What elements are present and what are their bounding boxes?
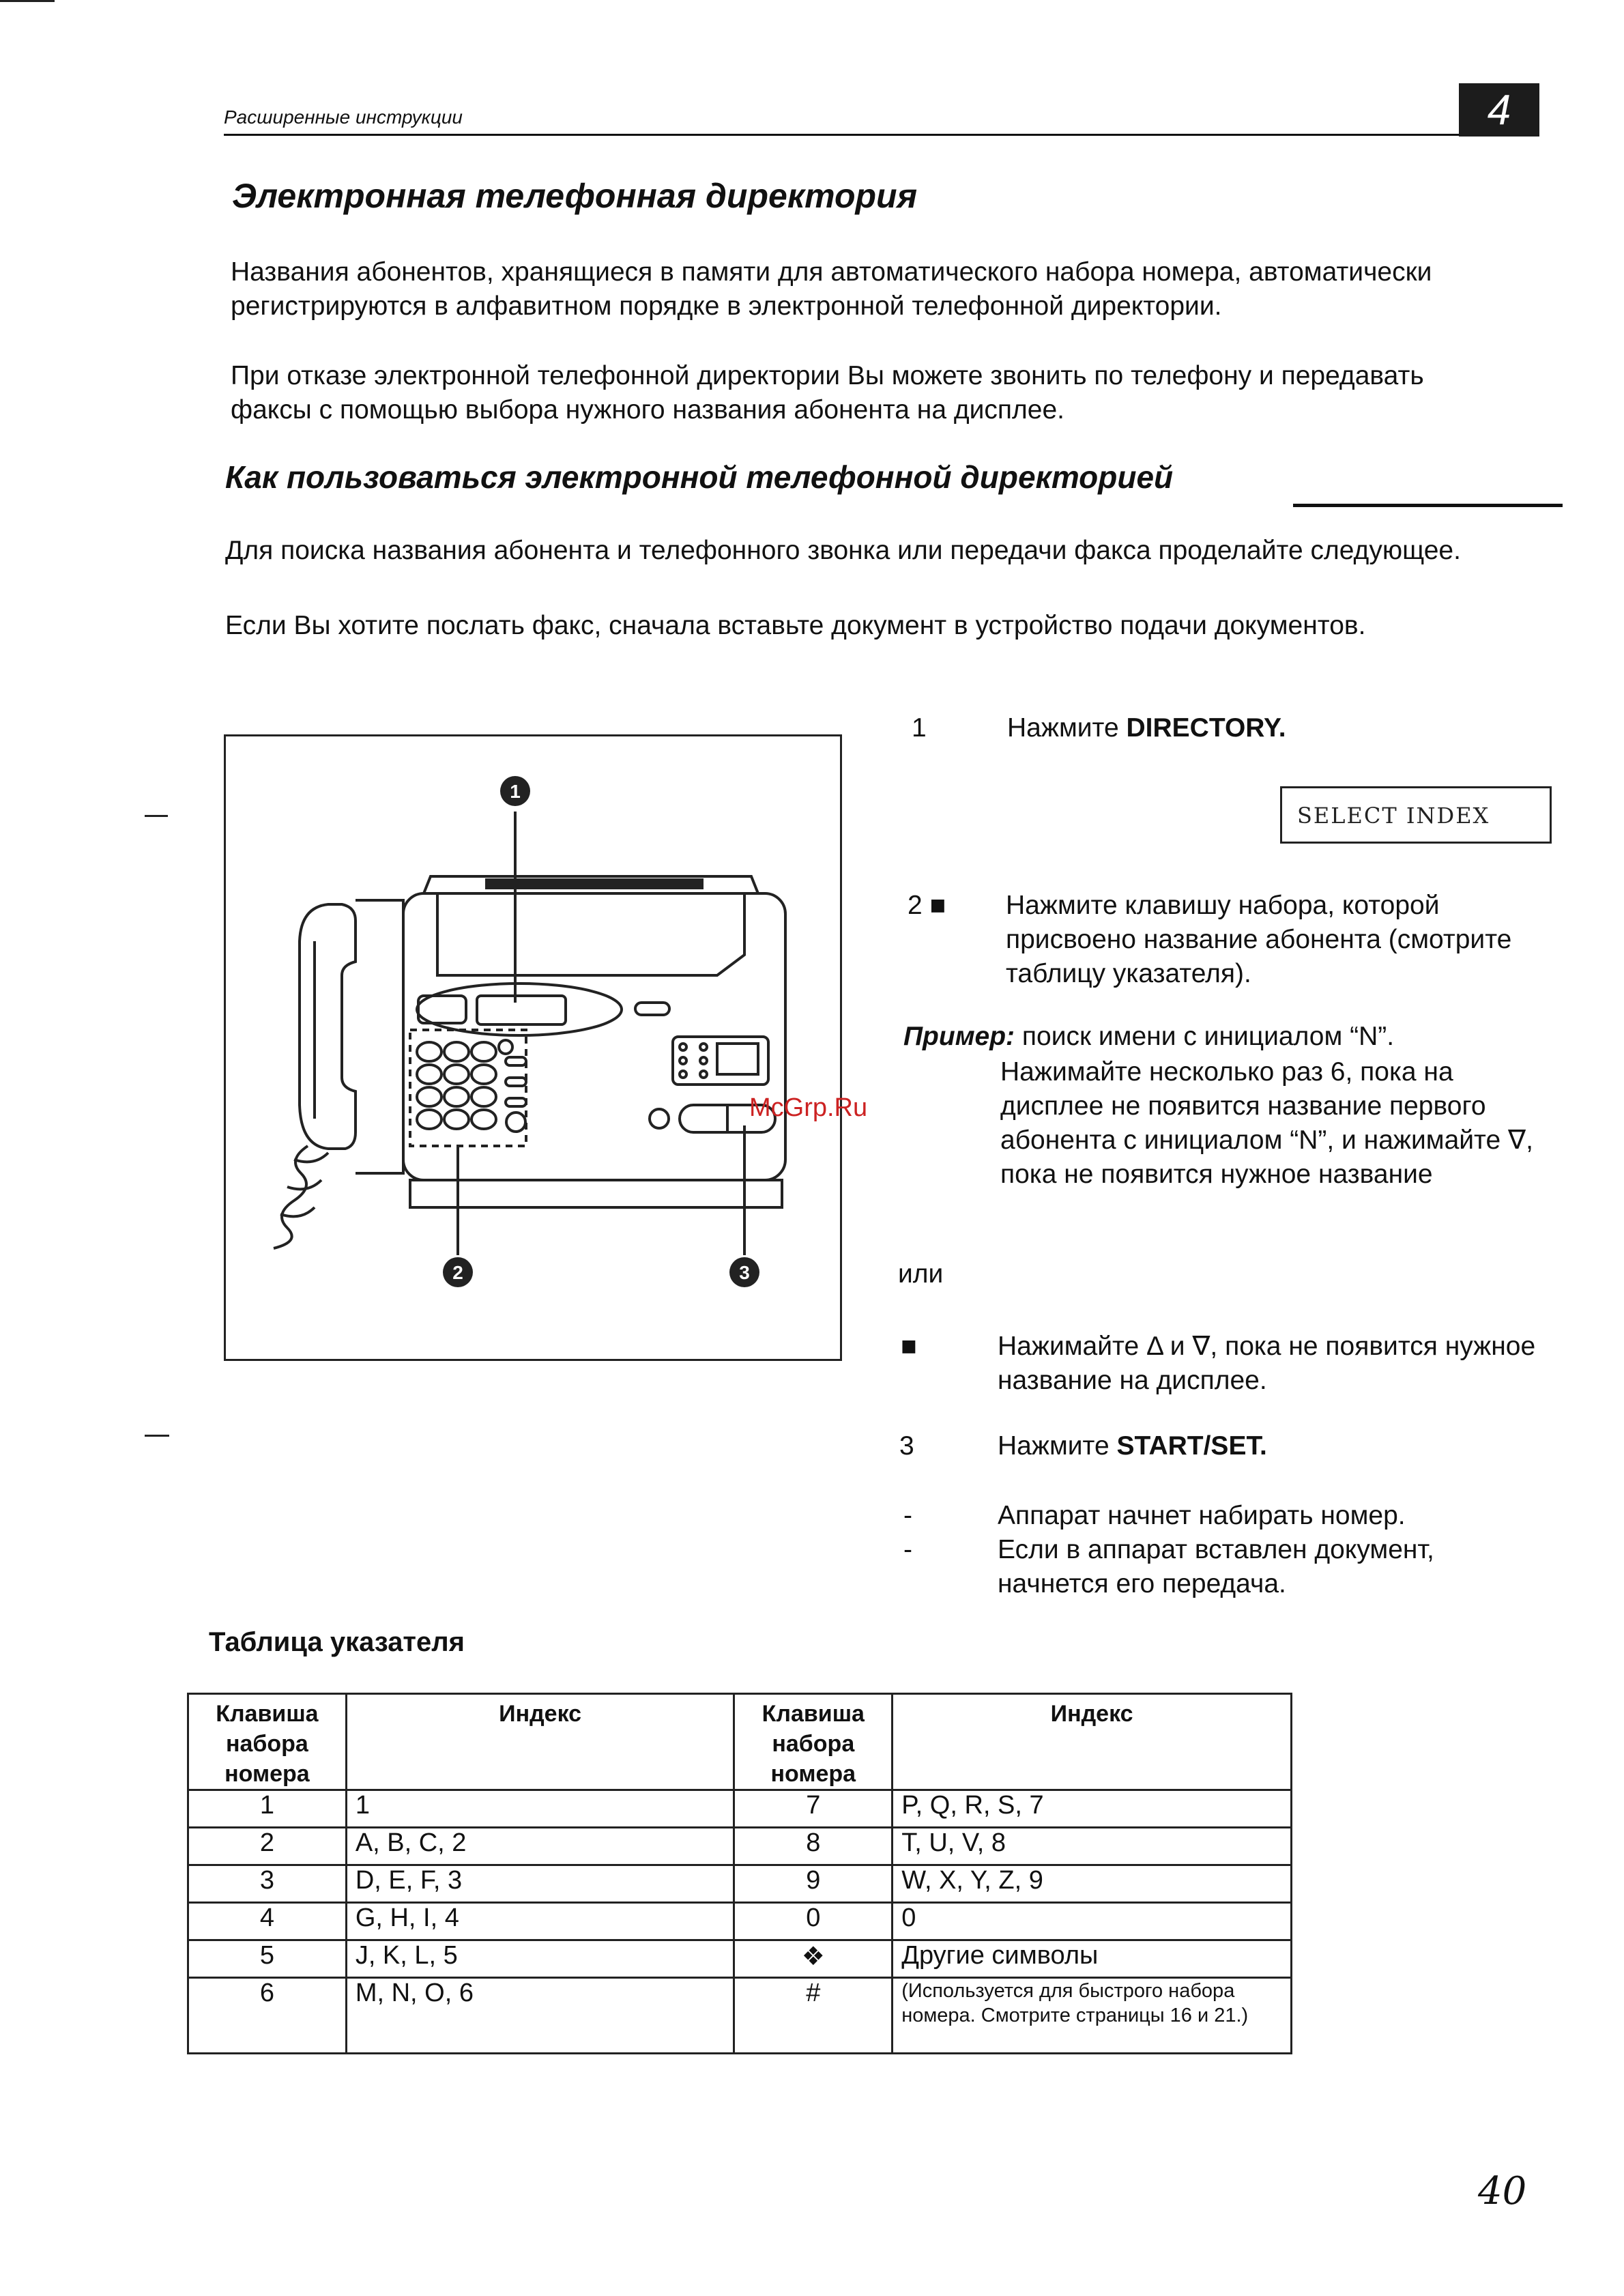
fax-illustration-frame [224, 734, 842, 1361]
callout-2: 2 [452, 1262, 463, 1283]
example [903, 1020, 1545, 1054]
index-cell: G, H, I, 4 [346, 1903, 734, 1940]
chapter-tab: 4 [1459, 83, 1539, 137]
note-2: Если в аппарат вставлен документ, начнется его передача. [998, 1535, 1434, 1598]
key-cell: ❖ [734, 1940, 893, 1978]
scan-mark [145, 1435, 169, 1437]
scan-mark [0, 0, 55, 2]
fax-machine-illustration [226, 736, 840, 1359]
key-cell: 6 [188, 1978, 347, 2054]
callout-3: 3 [739, 1262, 750, 1283]
key-cell: 9 [734, 1865, 893, 1903]
table-row [188, 1865, 1292, 1903]
section-subtitle: Как пользоваться электронной телефонной директорией [225, 459, 1174, 495]
header-rule [224, 134, 1466, 136]
note-1-dash: - [903, 1501, 912, 1530]
index-table [187, 1693, 1292, 2054]
table-title: Таблица указателя [209, 1627, 465, 1657]
header-key-2: Клавиша набора номера [734, 1694, 893, 1790]
watermark: McGrp.Ru [749, 1093, 868, 1122]
table-row [188, 1978, 1292, 2054]
key-cell: 0 [734, 1903, 893, 1940]
key-cell: 5 [188, 1940, 347, 1978]
index-cell: T, U, V, 8 [893, 1828, 1292, 1865]
note-1: Аппарат начнет набирать номер. [998, 1501, 1406, 1530]
index-cell: W, X, Y, Z, 9 [893, 1865, 1292, 1903]
key-cell: 8 [734, 1828, 893, 1865]
intro-paragraph-1: Названия абонентов, хранящиеся в памяти для автоматического набора номера, автоматически регистрируются в алфавитном порядке в электронной телефонной директории. [231, 257, 1432, 321]
key-cell: 3 [188, 1865, 347, 1903]
key-cell: 2 [188, 1828, 347, 1865]
header-index-1: Индекс [346, 1694, 734, 1790]
index-cell: Другие символы [893, 1940, 1292, 1978]
subtitle-rule [1293, 504, 1563, 507]
key-cell: 4 [188, 1903, 347, 1940]
step-3 [998, 1429, 1267, 1463]
key-cell: 7 [734, 1790, 893, 1828]
index-cell: A, B, C, 2 [346, 1828, 734, 1865]
or-text: или [898, 1259, 944, 1289]
step-2-number: 2 ■ [908, 891, 946, 920]
page-number: 40 [1478, 2169, 1527, 2213]
table-row [188, 1903, 1292, 1940]
page-title: Электронная телефонная директория [232, 177, 918, 215]
howto-paragraph-1: Для поиска названия абонента и телефонного звонка или передачи факса проделайте следующее. [225, 536, 1461, 565]
example-first-line: поиск имени с инициалом “N”. [1015, 1022, 1395, 1051]
index-cell: D, E, F, 3 [346, 1865, 734, 1903]
intro-paragraph-2: При отказе электронной телефонной директории Вы можете звонить по телефону и передавать факсы с помощью выбора нужного названия абонента на дисплее. [231, 361, 1424, 425]
key-cell: 1 [188, 1790, 347, 1828]
callout-1: 1 [510, 781, 521, 802]
lcd-display: SELECT INDEX [1280, 786, 1552, 844]
directory-key: DIRECTORY. [1126, 713, 1286, 743]
header-key-1: Клавиша набора номера [188, 1694, 347, 1790]
step-1-text: Нажмите [1007, 713, 1127, 743]
step-3-text: Нажмите [998, 1431, 1117, 1461]
step-3-number: 3 [899, 1431, 914, 1461]
start-set-key: START/SET. [1116, 1431, 1267, 1461]
example-label: Пример: [903, 1022, 1015, 1051]
index-cell: P, Q, R, S, 7 [893, 1790, 1292, 1828]
note-2-dash: - [903, 1535, 912, 1564]
index-cell-note: (Используется для быстрого набора номера. Смотрите страницы 16 и 21.) [893, 1978, 1292, 2054]
step-2-text: Нажмите клавишу набора, которой присвоено название абонента (смотрите таблицу указателя). [1006, 891, 1512, 988]
step-1-number: 1 [912, 713, 927, 743]
howto-paragraph-2: Если Вы хотите послать факс, сначала вставьте документ в устройство подачи документов. [225, 611, 1366, 640]
table-header-row [188, 1694, 1292, 1790]
alt-text: Нажимайте Δ и ∇, пока не появится нужное название на дисплее. [998, 1332, 1536, 1395]
example-text: Нажимайте несколько раз 6, пока на дисплее не появится название первого абонента с инициалом “N”, и нажимайте ∇, пока не появится нужное название [1000, 1057, 1533, 1189]
scan-mark [145, 815, 168, 817]
index-cell: 1 [346, 1790, 734, 1828]
header-index-2: Индекс [893, 1694, 1292, 1790]
index-cell: M, N, O, 6 [346, 1978, 734, 2054]
table-row [188, 1940, 1292, 1978]
index-cell: 0 [893, 1903, 1292, 1940]
table-row [188, 1790, 1292, 1828]
key-cell: # [734, 1978, 893, 2054]
alt-bullet: ■ [901, 1332, 917, 1361]
running-head: Расширенные инструкции [224, 106, 463, 128]
step-1 [1007, 711, 1286, 745]
index-cell: J, K, L, 5 [346, 1940, 734, 1978]
paper-slot-grille [485, 878, 704, 889]
table-row [188, 1828, 1292, 1865]
